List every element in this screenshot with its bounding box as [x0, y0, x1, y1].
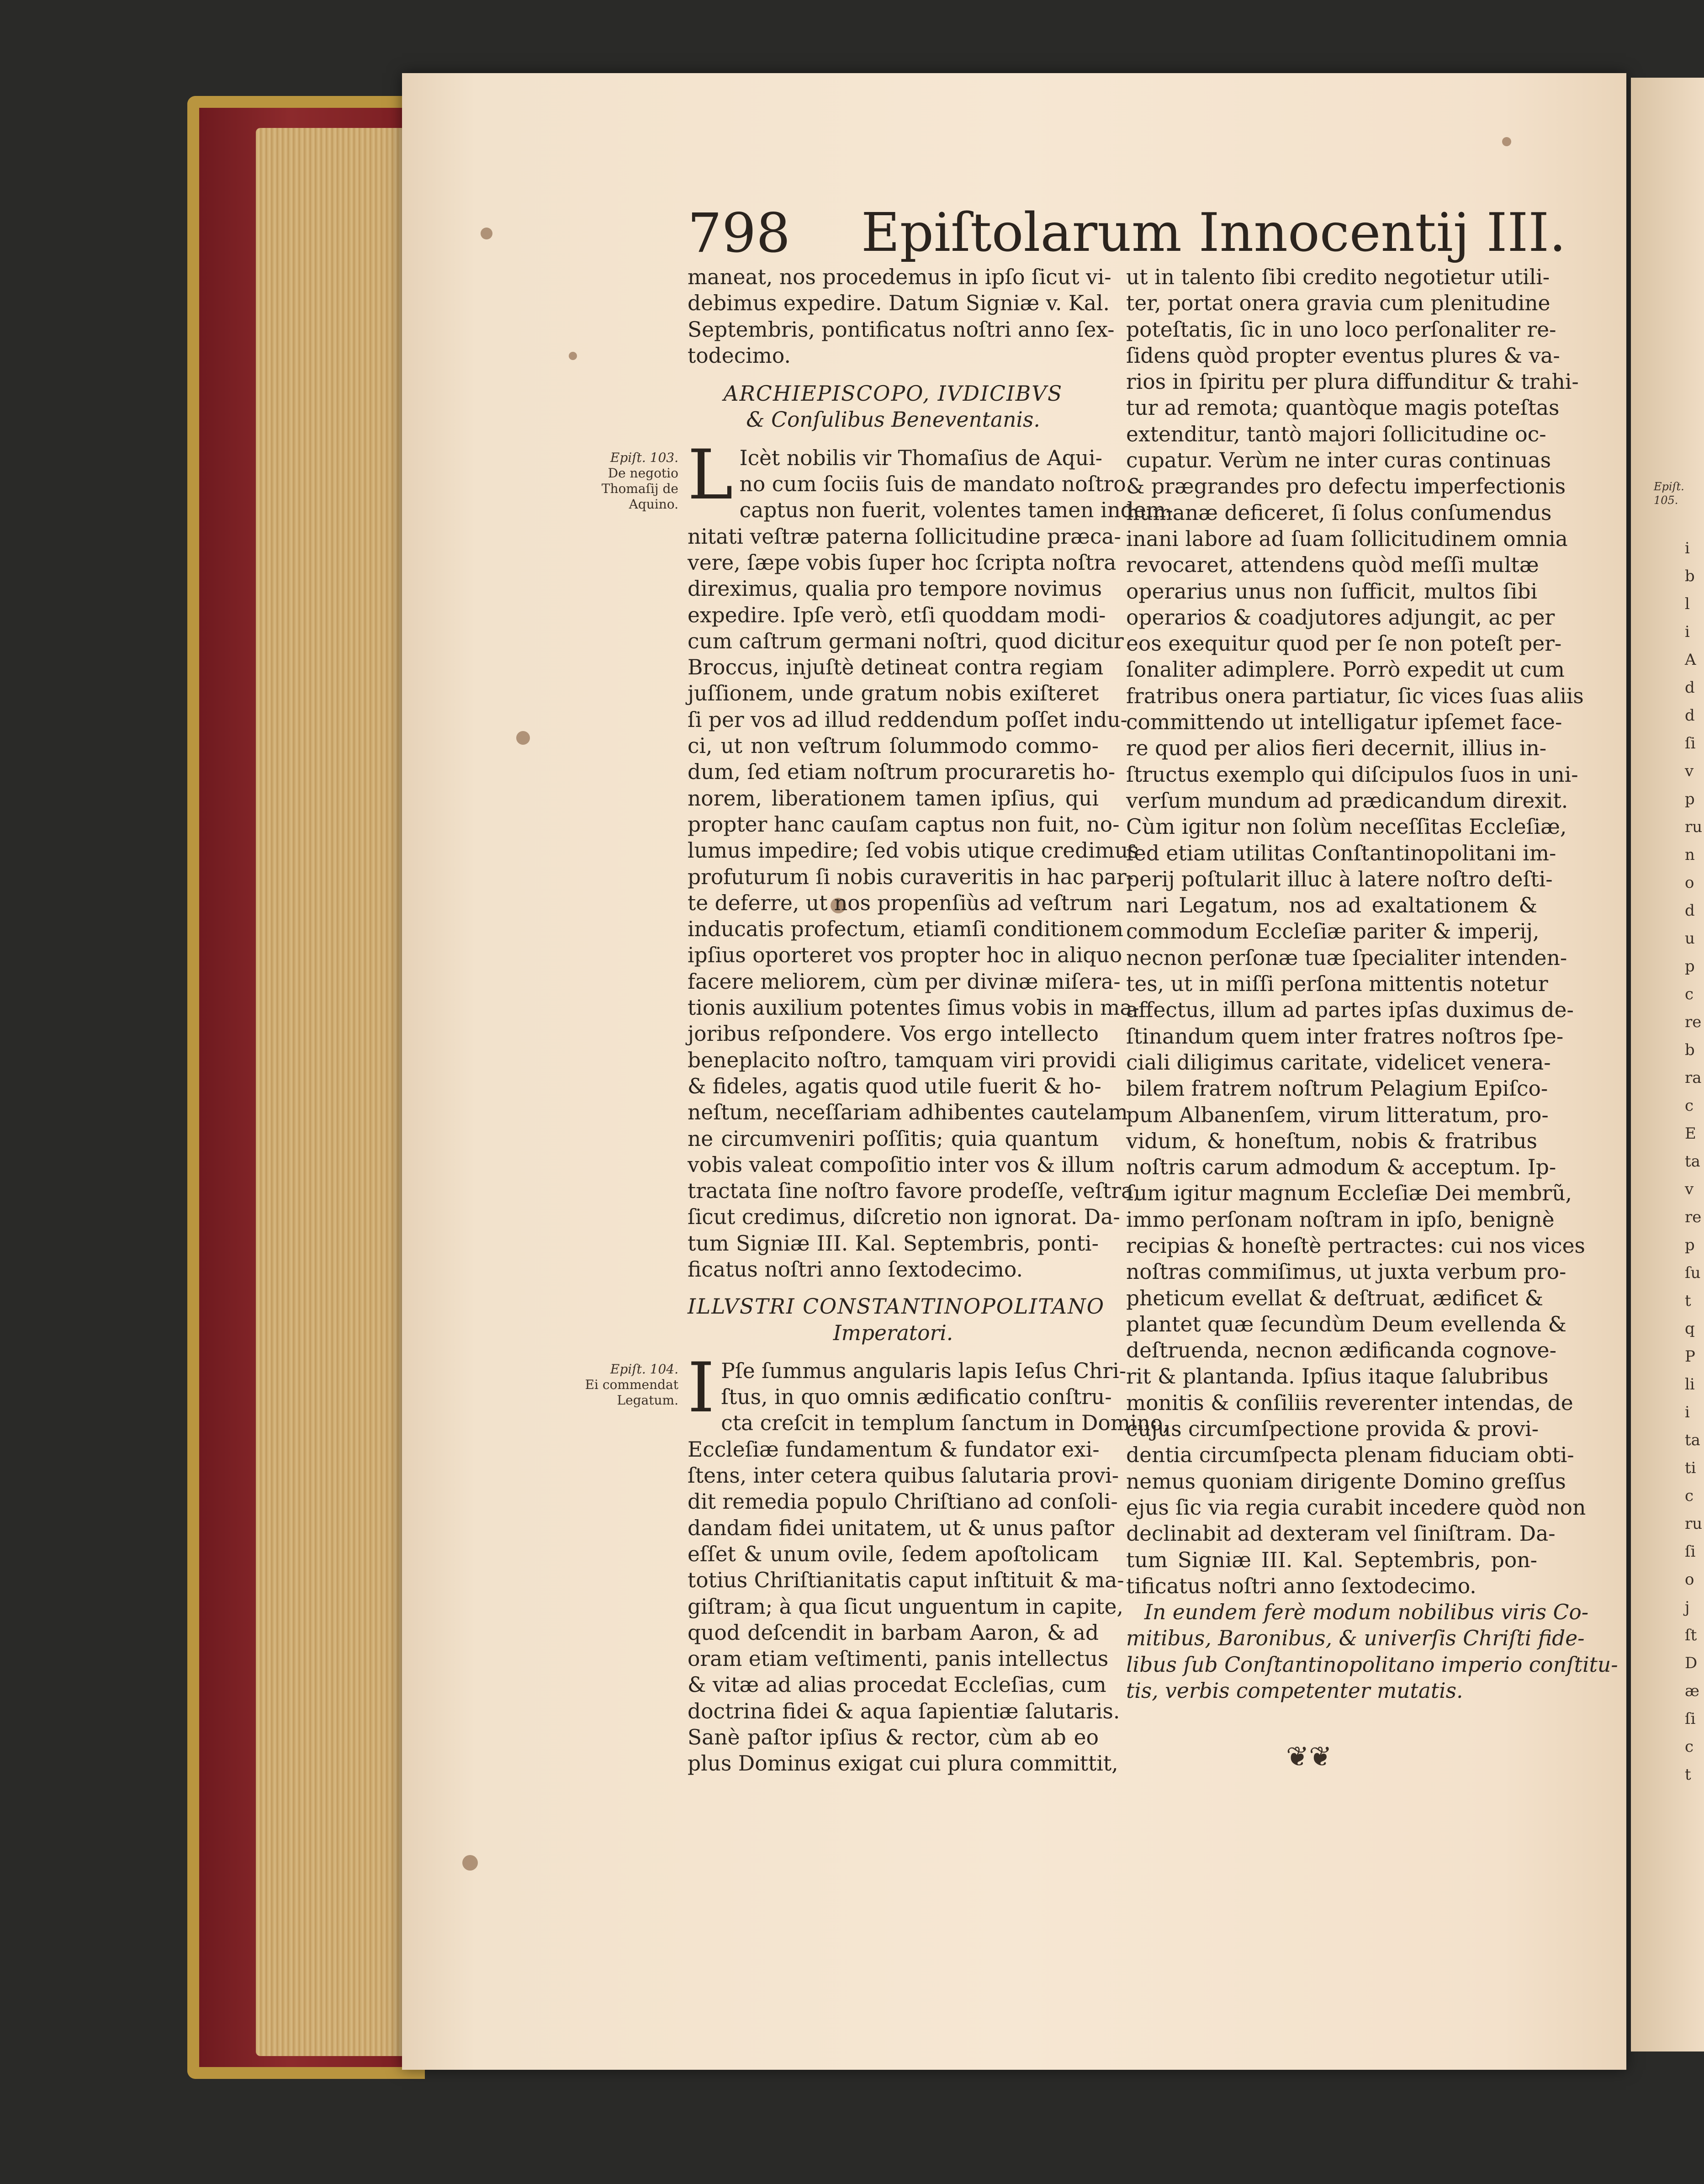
- next-page-fragment: ta: [1685, 1152, 1700, 1171]
- margin-note-line: Thomaſij de: [601, 481, 678, 496]
- body-line: propter hanc cauſam captus non fuit, no-: [688, 812, 1120, 837]
- body-line: operarios & coadjutores adjungit, ac per: [1126, 605, 1555, 630]
- body-line: immo perſonam noſtram in ipſo, benignè: [1126, 1207, 1555, 1232]
- body-line: tionis auxilium potentes ſimus vobis in ma-: [688, 996, 1139, 1020]
- drop-cap-initial: I: [688, 1348, 715, 1428]
- next-page-fragment: c: [1685, 1487, 1694, 1505]
- body-line: profuturum ſi nobis curaveritis in hac par-: [688, 864, 1134, 889]
- next-page-fragment: d: [1685, 679, 1695, 697]
- spacer: [688, 369, 1099, 381]
- next-page-fragment: ſu: [1685, 1264, 1701, 1282]
- body-line: expedire. Ipſe verò, etſi quoddam modi-: [688, 603, 1106, 627]
- next-page-fragment: q: [1685, 1320, 1695, 1338]
- body-line: & vitæ ad alias procedat Eccleſias, cum: [688, 1673, 1106, 1697]
- page-number: 798: [688, 201, 791, 265]
- body-line: Septembris, pontificatus noſtri anno ſex-: [688, 317, 1115, 342]
- italic-note-line: In eundem ferè modum nobilibus viris Co-: [1144, 1600, 1589, 1625]
- margin-note-line: Aquino.: [629, 497, 678, 512]
- next-page-fragment: ſi: [1685, 734, 1696, 753]
- body-line: eos exequitur quod per ſe non poteſt per-: [1126, 631, 1562, 656]
- body-line: ſum igitur magnum Eccleſiæ Dei membrũ,: [1126, 1181, 1572, 1206]
- body-line: tum Signiæ III. Kal. Septembris, ponti-: [688, 1231, 1099, 1256]
- body-line: deſtruenda, necnon ædificanda cognove-: [1126, 1338, 1556, 1363]
- body-line: totius Chriſtianitatis caput inſtituit & ma-: [688, 1568, 1124, 1593]
- body-line: nitati veſtræ paterna ſollicitudine præca-: [688, 524, 1121, 549]
- letter-heading-sub: & Conſulibus Beneventanis.: [746, 408, 1040, 432]
- next-page-fragment: c: [1685, 1738, 1694, 1756]
- next-page-fragment: i: [1685, 1403, 1690, 1421]
- page-header: [688, 201, 1566, 265]
- body-line: cum caſtrum germani noſtri, quod dicitur: [688, 629, 1124, 653]
- body-line: ſed etiam utilitas Conſtantinopolitani im-: [1126, 841, 1556, 865]
- body-line: tractata ſine noſtro favore prodeſſe, veſtra,: [688, 1179, 1140, 1203]
- body-line: humanæ deficeret, ſi ſolus conſumendus: [1126, 500, 1552, 525]
- next-page-fragment: ru: [1685, 1515, 1703, 1533]
- foxing-spot: [462, 1855, 478, 1871]
- body-line: Cùm igitur non ſolùm neceſſitas Eccleſiæ,: [1126, 815, 1567, 839]
- next-page-fragment: æ: [1685, 1682, 1699, 1700]
- body-line: vidum, & honeſtum, nobis & fratribus: [1126, 1129, 1537, 1153]
- margin-note-line: Epiſt. 103.: [610, 450, 678, 465]
- body-line: & prægrandes pro defectu imperfectionis: [1126, 474, 1566, 499]
- left-column: [688, 264, 1173, 1777]
- next-page-fragment: E: [1685, 1124, 1696, 1143]
- body-line: operarius unus non ſufficit, multos ſibi: [1126, 579, 1537, 604]
- body-line: joribus reſpondere. Vos ergo intellecto: [688, 1022, 1099, 1046]
- next-page-fragment: D: [1685, 1654, 1698, 1672]
- body-line: ſtus, in quo omnis ædificatio conſtru-: [721, 1385, 1112, 1410]
- body-line: no cum ſociis ſuis de mandato noſtro: [739, 472, 1126, 497]
- next-page-fragment: u: [1685, 929, 1695, 948]
- body-line: captus non fuerit, volentes tamen indem-: [739, 498, 1173, 523]
- drop-cap-initial: L: [688, 435, 733, 515]
- next-page-fragment: v: [1685, 762, 1694, 780]
- body-line: ciali diligimus caritate, videlicet venera-: [1126, 1050, 1551, 1075]
- body-line: noſtras commiſimus, ut juxta verbum pro-: [1126, 1260, 1566, 1284]
- body-line: cupatur. Verùm ne inter curas continuas: [1126, 448, 1551, 473]
- body-line: verſum mundum ad prædicandum direxit.: [1126, 788, 1568, 813]
- body-line: declinabit ad dexteram vel ſiniſtram. Da-: [1126, 1521, 1556, 1546]
- body-line: nemus quoniam dirigente Domino greſſus: [1126, 1469, 1566, 1494]
- body-line: inducatis profectum, etiamſi conditionem: [688, 917, 1124, 942]
- body-line: dum, ſed etiam noſtrum procuraretis ho-: [688, 760, 1116, 785]
- body-line: eſſet & unum ovile, ſedem apoſtolicam: [688, 1542, 1099, 1566]
- body-line: te deferre, ut nos propenſiùs ad veſtrum: [688, 891, 1113, 915]
- next-page-fragment: c: [1685, 1097, 1694, 1115]
- running-title: Epiſtolarum Innocentij III.: [861, 202, 1566, 264]
- body-line: facere meliorem, cùm per divinæ miſera-: [688, 969, 1121, 994]
- next-page-fragment: p: [1685, 1236, 1695, 1254]
- body-line: Pſe ſummus angularis lapis Ieſus Chri-: [721, 1358, 1127, 1383]
- letter-heading-sub: Imperatori.: [833, 1320, 953, 1345]
- body-line: & fideles, agatis quod utile fuerit & ho-: [688, 1074, 1101, 1098]
- body-line: fratribus onera partiatur, ſic vices ſuas aliis: [1126, 684, 1584, 708]
- body-line: cujus circumſpectione provida & provi-: [1126, 1417, 1539, 1442]
- body-line: plantet quæ ſecundùm Deum evellenda &: [1126, 1312, 1567, 1336]
- tailpiece-ornament: ❦❦: [1286, 1741, 1332, 1773]
- body-line: ejus ſic via regia curabit incedere quòd non: [1126, 1495, 1586, 1520]
- body-line: giſtram; à qua ſicut unguentum in capite,: [688, 1594, 1123, 1619]
- body-line: ſi per vos ad illud reddendum poſſet indu-: [688, 707, 1128, 732]
- page-fore-edge: [256, 128, 420, 2056]
- next-page-fragment: i: [1685, 539, 1690, 557]
- next-page-fragment: t: [1685, 1292, 1691, 1310]
- body-line: debimus expedire. Datum Signiæ v. Kal.: [688, 291, 1110, 316]
- margin-note-line: Legatum.: [617, 1393, 678, 1408]
- body-line: tur ad remota; quantòque magis poteſtas: [1126, 396, 1560, 420]
- next-page-fragment: t: [1685, 1765, 1691, 1784]
- body-line: dandam fidei unitatem, ut & unus paſtor: [688, 1516, 1114, 1540]
- body-line: ſonaliter adimplere. Porrò expedit ut cum: [1126, 657, 1565, 682]
- body-line: vobis valeat compoſitio inter vos & illum: [688, 1152, 1115, 1177]
- next-page-fragments: [1631, 535, 1702, 1789]
- letter-body: [688, 435, 1173, 1283]
- body-line: recipias & honeſtè pertractes: cui nos vices: [1126, 1233, 1585, 1258]
- margin-note-line: Epiſt. 104.: [610, 1362, 678, 1377]
- next-page-fragment: o: [1685, 1570, 1694, 1589]
- next-page-fragment: b: [1685, 567, 1695, 585]
- next-page-fragment: l: [1685, 595, 1690, 613]
- next-page-fragment: ti: [1685, 1459, 1696, 1477]
- body-line: ut in talento ſibi credito negotietur utili-: [1126, 265, 1550, 289]
- body-line: commodum Eccleſiæ pariter & imperij,: [1126, 919, 1540, 944]
- body-line: ter, portat onera gravia cum plenitudine: [1126, 291, 1551, 316]
- next-page-fragment: re: [1685, 1013, 1702, 1031]
- body-line: doctrina fidei & aqua ſapientiæ ſalutaris.: [688, 1699, 1120, 1723]
- spacer: [688, 433, 1099, 445]
- body-line: plus Dominus exigat cui plura committit,: [688, 1751, 1118, 1776]
- right-column: [1126, 264, 1618, 1704]
- body-line: poteſtatis, ſic in uno loco perſonaliter re-: [1126, 317, 1556, 342]
- next-page-fragment: b: [1685, 1041, 1695, 1059]
- body-line: ſtinandum quem inter fratres noſtros ſpe-: [1126, 1024, 1564, 1049]
- body-line: revocaret, attendens quòd meſſi multæ: [1126, 553, 1539, 578]
- next-page-fragment: d: [1685, 706, 1695, 725]
- body-line: todecimo.: [688, 343, 791, 368]
- next-page-fragment: ta: [1685, 1431, 1700, 1449]
- next-page-fragment: ſi: [1685, 1543, 1696, 1561]
- next-page-fragment: li: [1685, 1375, 1695, 1394]
- next-page-fragment: ru: [1685, 818, 1703, 836]
- body-line: noſtris carum admodum & acceptum. Ip-: [1126, 1155, 1556, 1180]
- letter-heading: ARCHIEPISCOPO, IVDICIBVS: [723, 382, 1063, 406]
- body-line: necnon perſonæ tuæ ſpecialiter intenden-: [1126, 945, 1567, 970]
- body-line: norem, liberationem tamen ipſius, qui: [688, 786, 1099, 811]
- body-line: Eccleſiæ fundamentum & fundator exi-: [688, 1437, 1100, 1462]
- body-line: tum Signiæ III. Kal. Septembris, pon-: [1126, 1548, 1537, 1572]
- body-line: tes, ut in miſſi perſona mittentis notetur: [1126, 972, 1548, 997]
- foxing-spot: [1502, 137, 1511, 146]
- spacer: [688, 1346, 1099, 1358]
- body-line: lumus impedire; ſed vobis utique credimus: [688, 838, 1139, 863]
- body-line: tificatus noſtri anno ſextodecimo.: [1126, 1574, 1476, 1598]
- body-line: dit remedia populo Chriſtiano ad conſoli-: [688, 1490, 1118, 1514]
- next-page-margin-note: Epiſt. 105.: [1654, 480, 1684, 507]
- margin-note-epist-103: [555, 450, 678, 512]
- body-line: oram etiam veſtimenti, panis intellectus: [688, 1647, 1109, 1671]
- next-page-fragment: v: [1685, 1180, 1694, 1198]
- italic-note-line: libus ſub Conſtantinopolitano imperio conſtitu-: [1126, 1652, 1618, 1677]
- next-page-fragment: i: [1685, 623, 1690, 641]
- next-page-fragment: n: [1685, 846, 1695, 864]
- body-line: juſſionem, unde gratum nobis exiſteret: [688, 681, 1099, 706]
- next-page-fragment: j: [1685, 1598, 1690, 1617]
- body-line: perij poſtularit illuc à latere noſtro deſti-: [1126, 867, 1553, 891]
- foxing-spot: [516, 731, 530, 745]
- body-line: affectus, illum ad partes ipſas duximus de-: [1126, 998, 1574, 1023]
- body-line: nari Legatum, nos ad exaltationem &: [1126, 893, 1537, 918]
- body-line: pum Albanenſem, virum litteratum, pro-: [1126, 1103, 1549, 1127]
- italic-note-line: mitibus, Baronibus, & univerſis Chriſti fide-: [1126, 1626, 1585, 1651]
- body-line: neſtum, neceſſariam adhibentes cautelam: [688, 1100, 1128, 1125]
- body-line: cta creſcit in templum ſanctum in Domino,: [721, 1411, 1170, 1436]
- foxing-spot: [569, 352, 577, 360]
- body-line: ipſius oporteret vos propter hoc in aliquo: [688, 943, 1122, 968]
- margin-note-epist-104: [555, 1362, 678, 1408]
- next-page-fragment: d: [1685, 901, 1695, 920]
- body-line: beneplacito noſtro, tamquam viri providi: [688, 1048, 1117, 1072]
- next-page-fragment: A: [1685, 651, 1696, 669]
- body-line: pheticum evellat & deſtruat, ædificet &: [1126, 1286, 1544, 1310]
- body-line: Icèt nobilis vir Thomaſius de Aqui-: [739, 445, 1103, 470]
- body-line: committendo ut intelligatur ipſemet face-: [1126, 710, 1562, 735]
- next-page-fragment: ſt: [1685, 1626, 1697, 1644]
- next-page-fragment: c: [1685, 985, 1694, 1003]
- next-page-edge: [1631, 78, 1704, 2051]
- foxing-spot: [481, 228, 492, 239]
- body-line: inani labore ad ſuam ſollicitudinem omnia: [1126, 526, 1568, 551]
- next-page-fragment: ſi: [1685, 1710, 1696, 1728]
- margin-note-line: Ei commendat: [585, 1377, 678, 1392]
- body-line: ſidens quòd propter eventus plures & va-: [1126, 343, 1560, 368]
- next-page-fragment: ra: [1685, 1069, 1702, 1087]
- body-line: bilem fratrem noſtrum Pelagium Epiſco-: [1126, 1076, 1548, 1101]
- body-line: ficatus noſtri anno ſextodecimo.: [688, 1257, 1023, 1282]
- spacer: [688, 1283, 1099, 1293]
- body-line: maneat, nos procedemus in ipſo ſicut vi-: [688, 265, 1111, 289]
- next-page-fragment: re: [1685, 1208, 1702, 1226]
- next-page-fragment: o: [1685, 874, 1694, 892]
- body-line: monitis & conſiliis reverenter intendas, de: [1126, 1390, 1573, 1415]
- body-line: extenditur, tantò majori ſollicitudine oc-: [1126, 422, 1546, 446]
- next-page-fragment: P: [1685, 1347, 1695, 1366]
- italic-note-line: tis, verbis competenter mutatis.: [1126, 1679, 1463, 1703]
- body-line: ſtructus exemplo qui diſcipulos ſuos in uni-: [1126, 762, 1578, 787]
- next-page-fragment: p: [1685, 957, 1695, 975]
- body-line: Sanè paſtor ipſius & rector, cùm ab eo: [688, 1725, 1099, 1750]
- letter-heading: ILLVSTRI CONSTANTINOPOLITANO: [688, 1294, 1105, 1319]
- body-line: ſicut credimus, diſcretio non ignorat. Da-: [688, 1205, 1120, 1230]
- body-line: rit & plantanda. Ipſius itaque ſalubribus: [1126, 1364, 1549, 1389]
- body-line: ne circumveniri poſſitis; quia quantum: [688, 1126, 1099, 1151]
- letter-body: [688, 1348, 1170, 1777]
- body-line: vere, ſæpe vobis ſuper hoc ſcripta noſtra: [688, 550, 1117, 575]
- body-line: ci, ut non veſtrum ſolummodo commo-: [688, 734, 1099, 758]
- body-line: dentia circumſpecta plenam fiduciam obti-: [1126, 1443, 1574, 1468]
- body-line: direximus, qualia pro tempore novimus: [688, 577, 1102, 601]
- body-line: rios in ſpiritu per plura diffunditur & trahi-: [1126, 370, 1579, 394]
- body-line: re quod per alios fieri decernit, illius in-: [1126, 736, 1547, 761]
- body-line: ſtens, inter cetera quibus ſalutaria provi-: [688, 1463, 1119, 1488]
- body-line: quod deſcendit in barbam Aaron, & ad: [688, 1620, 1099, 1645]
- body-line: Broccus, injuſtè detineat contra regiam: [688, 655, 1104, 680]
- margin-note-line: De negotio: [608, 466, 678, 481]
- next-page-fragment: p: [1685, 790, 1695, 808]
